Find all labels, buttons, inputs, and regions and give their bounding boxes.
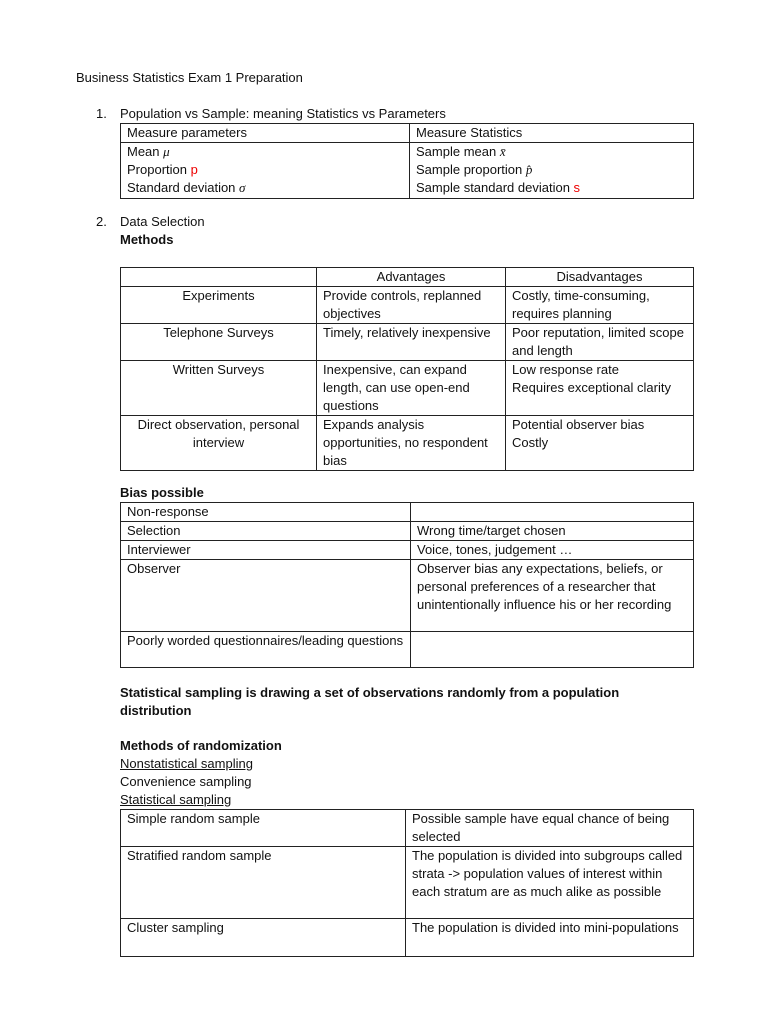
method-cell: Telephone Surveys <box>121 324 317 361</box>
sample-type: Cluster sampling <box>121 919 406 957</box>
convenience-label: Convenience sampling <box>120 774 252 789</box>
method-cell: Experiments <box>121 287 317 324</box>
bias-type: Observer <box>121 560 411 632</box>
bias-type: Poorly worded questionnaires/leading questions <box>121 632 411 668</box>
bias-table <box>120 502 694 668</box>
randomization-heading: Methods of randomization <box>120 738 282 753</box>
disadvantage-cell: Poor reputation, limited scope and length <box>506 324 694 361</box>
document-title: Business Statistics Exam 1 Preparation <box>76 70 303 85</box>
bias-desc: Voice, tones, judgement … <box>411 541 694 560</box>
section-number: 2. <box>96 214 107 229</box>
subheading: Methods <box>120 232 174 247</box>
advantage-cell: Inexpensive, can expand length, can use open-end questions <box>317 361 506 416</box>
parameters-table <box>120 123 694 199</box>
nonstatistical-label: Nonstatistical sampling <box>120 756 253 771</box>
sample-type: Stratified random sample <box>121 847 406 919</box>
advantage-cell: Expands analysis opportunities, no respondent bias <box>317 416 506 471</box>
header-cell <box>121 268 317 287</box>
sample-desc: The population is divided into mini-populations <box>406 919 694 957</box>
bias-type: Selection <box>121 522 411 541</box>
bias-heading: Bias possible <box>120 485 204 500</box>
header-cell: Disadvantages <box>506 268 694 287</box>
sample-desc: Possible sample have equal chance of being selected <box>406 810 694 847</box>
params-cell: Mean μ Proportion p Standard deviation σ <box>121 143 410 199</box>
sampling-definition: Statistical sampling is drawing a set of observations randomly from a population distribution <box>120 685 620 718</box>
bias-desc: Observer bias any expectations, beliefs, or personal preferences of a researcher that unintentionally influence his or her recording <box>411 560 694 632</box>
section-heading: Data Selection <box>120 214 205 229</box>
header-cell: Measure Statistics <box>410 124 694 143</box>
disadvantage-cell: Costly, time-consuming, requires planning <box>506 287 694 324</box>
stats-cell: Sample mean x̄ Sample proportion p̂ Sample standard deviation s <box>410 143 694 199</box>
bias-type: Interviewer <box>121 541 411 560</box>
header-cell: Measure parameters <box>121 124 410 143</box>
section-number: 1. <box>96 106 107 121</box>
statistical-label: Statistical sampling <box>120 792 232 807</box>
method-cell: Written Surveys <box>121 361 317 416</box>
sample-type: Simple random sample <box>121 810 406 847</box>
header-cell: Advantages <box>317 268 506 287</box>
disadvantage-cell: Low response rate Requires exceptional clarity <box>506 361 694 416</box>
section-heading: Population vs Sample: meaning Statistics vs Parameters <box>120 106 446 121</box>
bias-type: Non-response <box>121 503 411 522</box>
bias-desc <box>411 503 694 522</box>
advantage-cell: Timely, relatively inexpensive <box>317 324 506 361</box>
method-cell: Direct observation, personal interview <box>121 416 317 471</box>
methods-table <box>120 267 694 471</box>
bias-desc: Wrong time/target chosen <box>411 522 694 541</box>
sample-desc: The population is divided into subgroups called strata -> population values of interest within each stratum are as much alike as possible <box>406 847 694 919</box>
sampling-table <box>120 809 694 957</box>
advantage-cell: Provide controls, replanned objectives <box>317 287 506 324</box>
disadvantage-cell: Potential observer bias Costly <box>506 416 694 471</box>
bias-desc <box>411 632 694 668</box>
